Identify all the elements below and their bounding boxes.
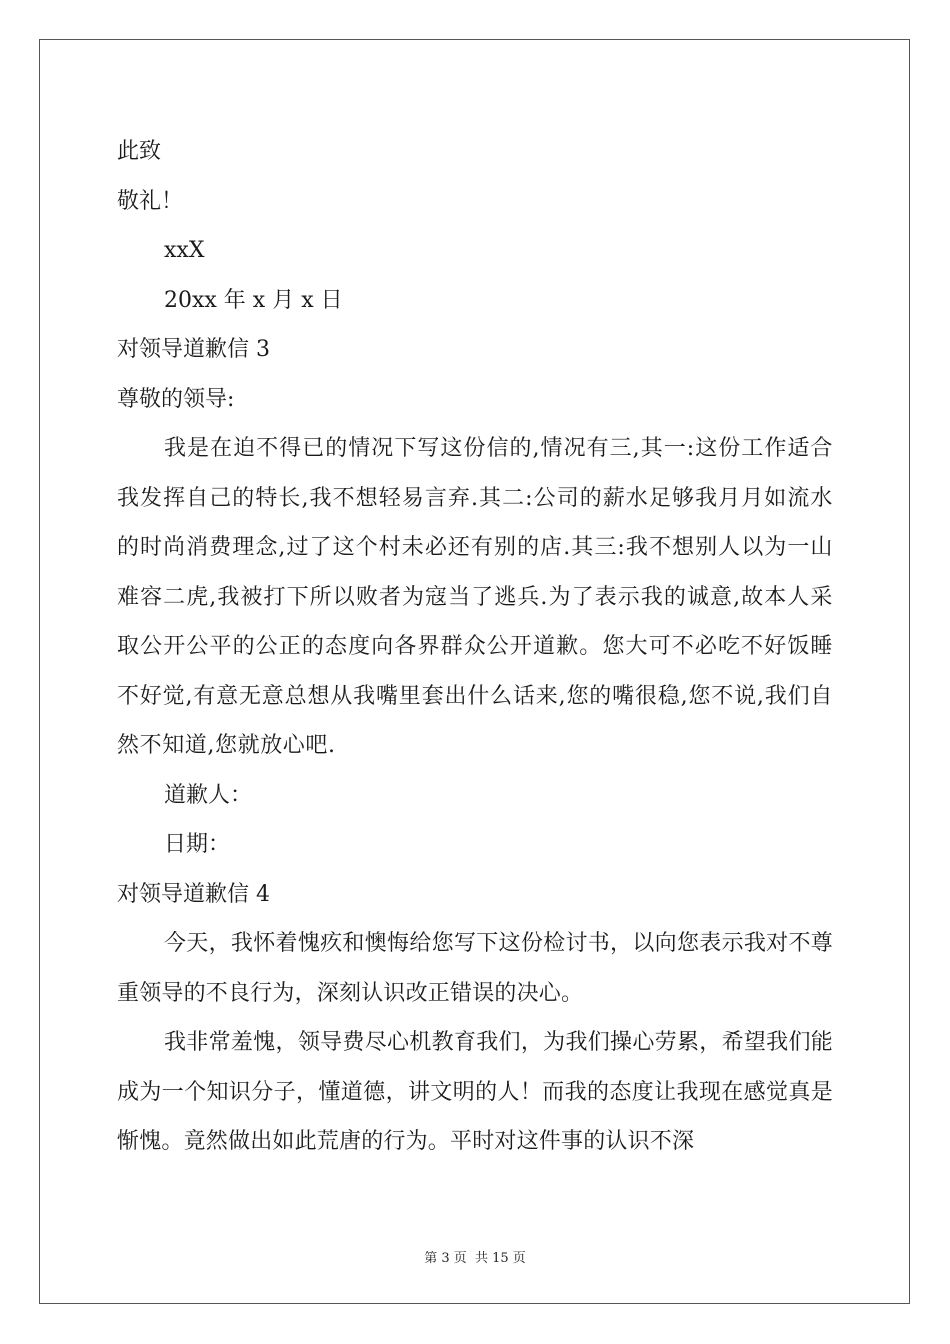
letter4-heading: 对领导道歉信 4 (117, 881, 270, 907)
letter3-body: 我是在迫不得已的情况下写这份信的,情况有三,其一:这份工作适合我发挥自己的特长,我不想轻易言弃.其二:公司的薪水足够我月月如流水的时尚消费理念,过了这个村未必还有别的店.其三:我不想别人以为一山难容二虎,我被打下所以败者为寇当了逃兵.为了表示我的诚意,故本人采取公开公平的公正的态度向各界群众公开道歉。您大可不必吃不好饭睡不好觉,有意无意总想从我嘴里套出什么话来,您的嘴很稳,您不说,我们自然不知道,您就放心吧. (117, 436, 833, 758)
signer-name: xxX (164, 238, 205, 263)
letter3-date-label: 日期： (164, 832, 231, 857)
letter3-greeting: 尊敬的领导: (117, 386, 235, 412)
document-body (117, 127, 833, 1167)
page-number: 第 3 页 (424, 1251, 467, 1266)
letter4-paragraph-1: 今天，我怀着愧疚和懊悔给您写下这份检讨书，以向您表示我对不尊重领导的不良行为，深刻认识改正错误的决心。 (117, 931, 833, 1006)
letter3-heading: 对领导道歉信 3 (117, 337, 270, 362)
letter-date: 20xx 年 x 月 x 日 (164, 287, 343, 313)
letter4-paragraph-2: 我非常羞愧，领导费尽心机教育我们，为我们操心劳累，希望我们能成为一个知识分子，懂道德，讲文明的人！而我的态度让我现在感觉真是惭愧。竟然做出如此荒唐的行为。平时对这件事的认识不深 (117, 1030, 833, 1154)
closing-salutation-2: 敬礼！ (117, 188, 184, 214)
closing-salutation-1: 此致 (117, 139, 162, 164)
page-footer (0, 1247, 950, 1266)
page-total: 共 15 页 (474, 1251, 526, 1266)
letter3-apologizer: 道歉人： (164, 782, 253, 808)
